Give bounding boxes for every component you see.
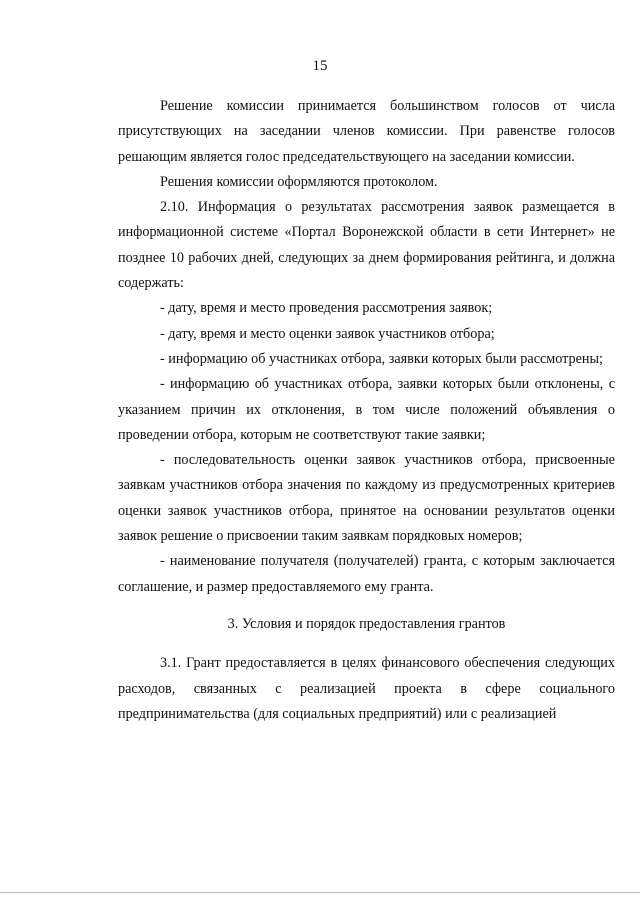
list-item: - информацию об участниках отбора, заявки которых были рассмотрены;	[160, 350, 603, 367]
list-item: - наименование получателя (получателей) гранта, с которым заключается соглашение, и размер предоставляемого ему гранта.	[118, 553, 615, 595]
bottom-rule	[0, 892, 640, 893]
paragraph: Решения комиссии оформляются протоколом.	[160, 173, 438, 190]
paragraph: 3.1. Грант предоставляется в целях финансового обеспечения следующих расходов, связанных с реализацией проекта в сфере социального предпринимательства (для социальных предприятий) или с реализацией	[118, 655, 615, 722]
paragraph: 2.10. Информация о результатах рассмотрения заявок размещается в информационной системе «Портал Воронежской области в сети Интернет» не позднее 10 рабочих дней, следующих за днем формирования рейтинга, и должна содержать:	[118, 199, 615, 292]
list-item: - дату, время и место оценки заявок участников отбора;	[160, 325, 495, 342]
list-item: - информацию об участниках отбора, заявки которых были отклонены, с указанием причин их отклонения, в том числе положений объявления о проведении отбора, которым не соответствуют такие заявки;	[118, 376, 615, 443]
list-item: - последовательность оценки заявок участников отбора, присвоенные заявкам участников отбора значения по каждому из предусмотренных критериев оценки заявок участников отбора, принятое на основании результатов оценки заявок решение о присвоении таким заявкам порядковых номеров;	[118, 452, 615, 545]
section-heading: 3. Условия и порядок предоставления грантов	[227, 615, 506, 632]
page-number: 15	[312, 58, 328, 74]
document-body	[118, 94, 615, 727]
list-item: - дату, время и место проведения рассмотрения заявок;	[160, 300, 493, 317]
paragraph: Решение комиссии принимается большинством голосов от числа присутствующих на заседании членов комиссии. При равенстве голосов решающим является голос председательствующего на заседании комиссии.	[118, 98, 615, 165]
